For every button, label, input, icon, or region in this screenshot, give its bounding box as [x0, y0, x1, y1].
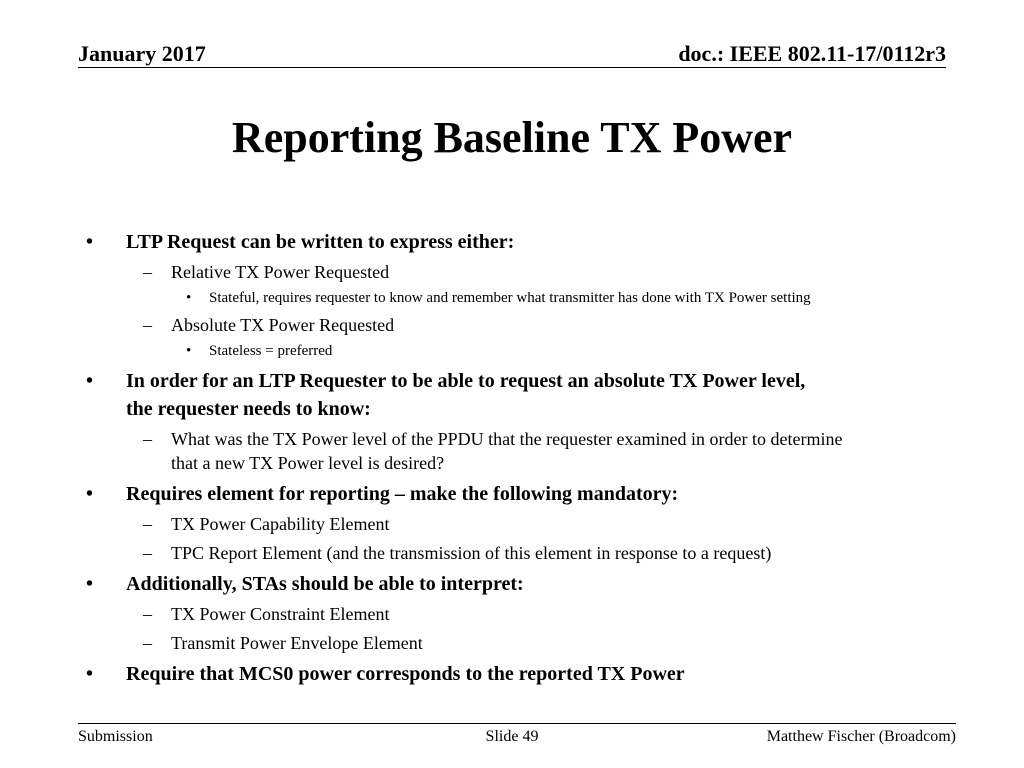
bullet-l2: TPC Report Element (and the transmission of this element in response to a request): [171, 543, 772, 563]
dash-marker: –: [143, 315, 152, 335]
dash-marker: –: [143, 633, 152, 653]
bullet-l2: Relative TX Power Requested: [171, 262, 390, 282]
dash-marker: –: [143, 604, 152, 624]
bullet-marker: •: [86, 370, 94, 392]
bullet-l2: Absolute TX Power Requested: [171, 315, 395, 335]
header-date: January 2017: [78, 41, 206, 66]
bullet-l3: Stateful, requires requester to know and remember what transmitter has done with TX Power setting: [209, 290, 811, 306]
dash-marker: –: [143, 262, 152, 282]
bullet-marker: •: [186, 290, 192, 306]
bullet-l2: TX Power Capability Element: [171, 514, 390, 534]
header-doc-id: doc.: IEEE 802.11-17/0112r3: [678, 41, 946, 66]
bullet-l1: In order for an LTP Requester to be able to request an absolute TX Power level,: [126, 370, 806, 392]
footer-slide-number: Slide 49: [485, 728, 539, 745]
bullet-l2: Transmit Power Envelope Element: [171, 633, 423, 653]
bullet-l2: TX Power Constraint Element: [171, 604, 390, 624]
slide-title: Reporting Baseline TX Power: [231, 113, 793, 162]
dash-marker: –: [143, 543, 152, 563]
bullet-l1: Require that MCS0 power corresponds to the reported TX Power: [126, 663, 685, 685]
footer-divider: [78, 723, 956, 724]
bullet-l1-continued: the requester needs to know:: [126, 398, 371, 420]
bullet-l1: Requires element for reporting – make the following mandatory:: [126, 483, 679, 505]
bullet-marker: •: [186, 343, 192, 359]
header-divider: [78, 67, 946, 68]
bullet-l1: Additionally, STAs should be able to interpret:: [126, 573, 524, 595]
bullet-l2: What was the TX Power level of the PPDU that the requester examined in order to determine: [171, 429, 843, 449]
bullet-marker: •: [86, 573, 94, 595]
bullet-marker: •: [86, 483, 94, 505]
dash-marker: –: [143, 429, 152, 449]
footer-author: Matthew Fischer (Broadcom): [766, 728, 956, 745]
bullet-marker: •: [86, 231, 94, 253]
bullet-l3: Stateless = preferred: [209, 343, 333, 359]
dash-marker: –: [143, 514, 152, 534]
bullet-l2-continued: that a new TX Power level is desired?: [171, 453, 445, 473]
bullet-marker: •: [86, 663, 94, 685]
bullet-l1: LTP Request can be written to express either:: [126, 231, 515, 253]
footer-submission: Submission: [78, 728, 153, 745]
